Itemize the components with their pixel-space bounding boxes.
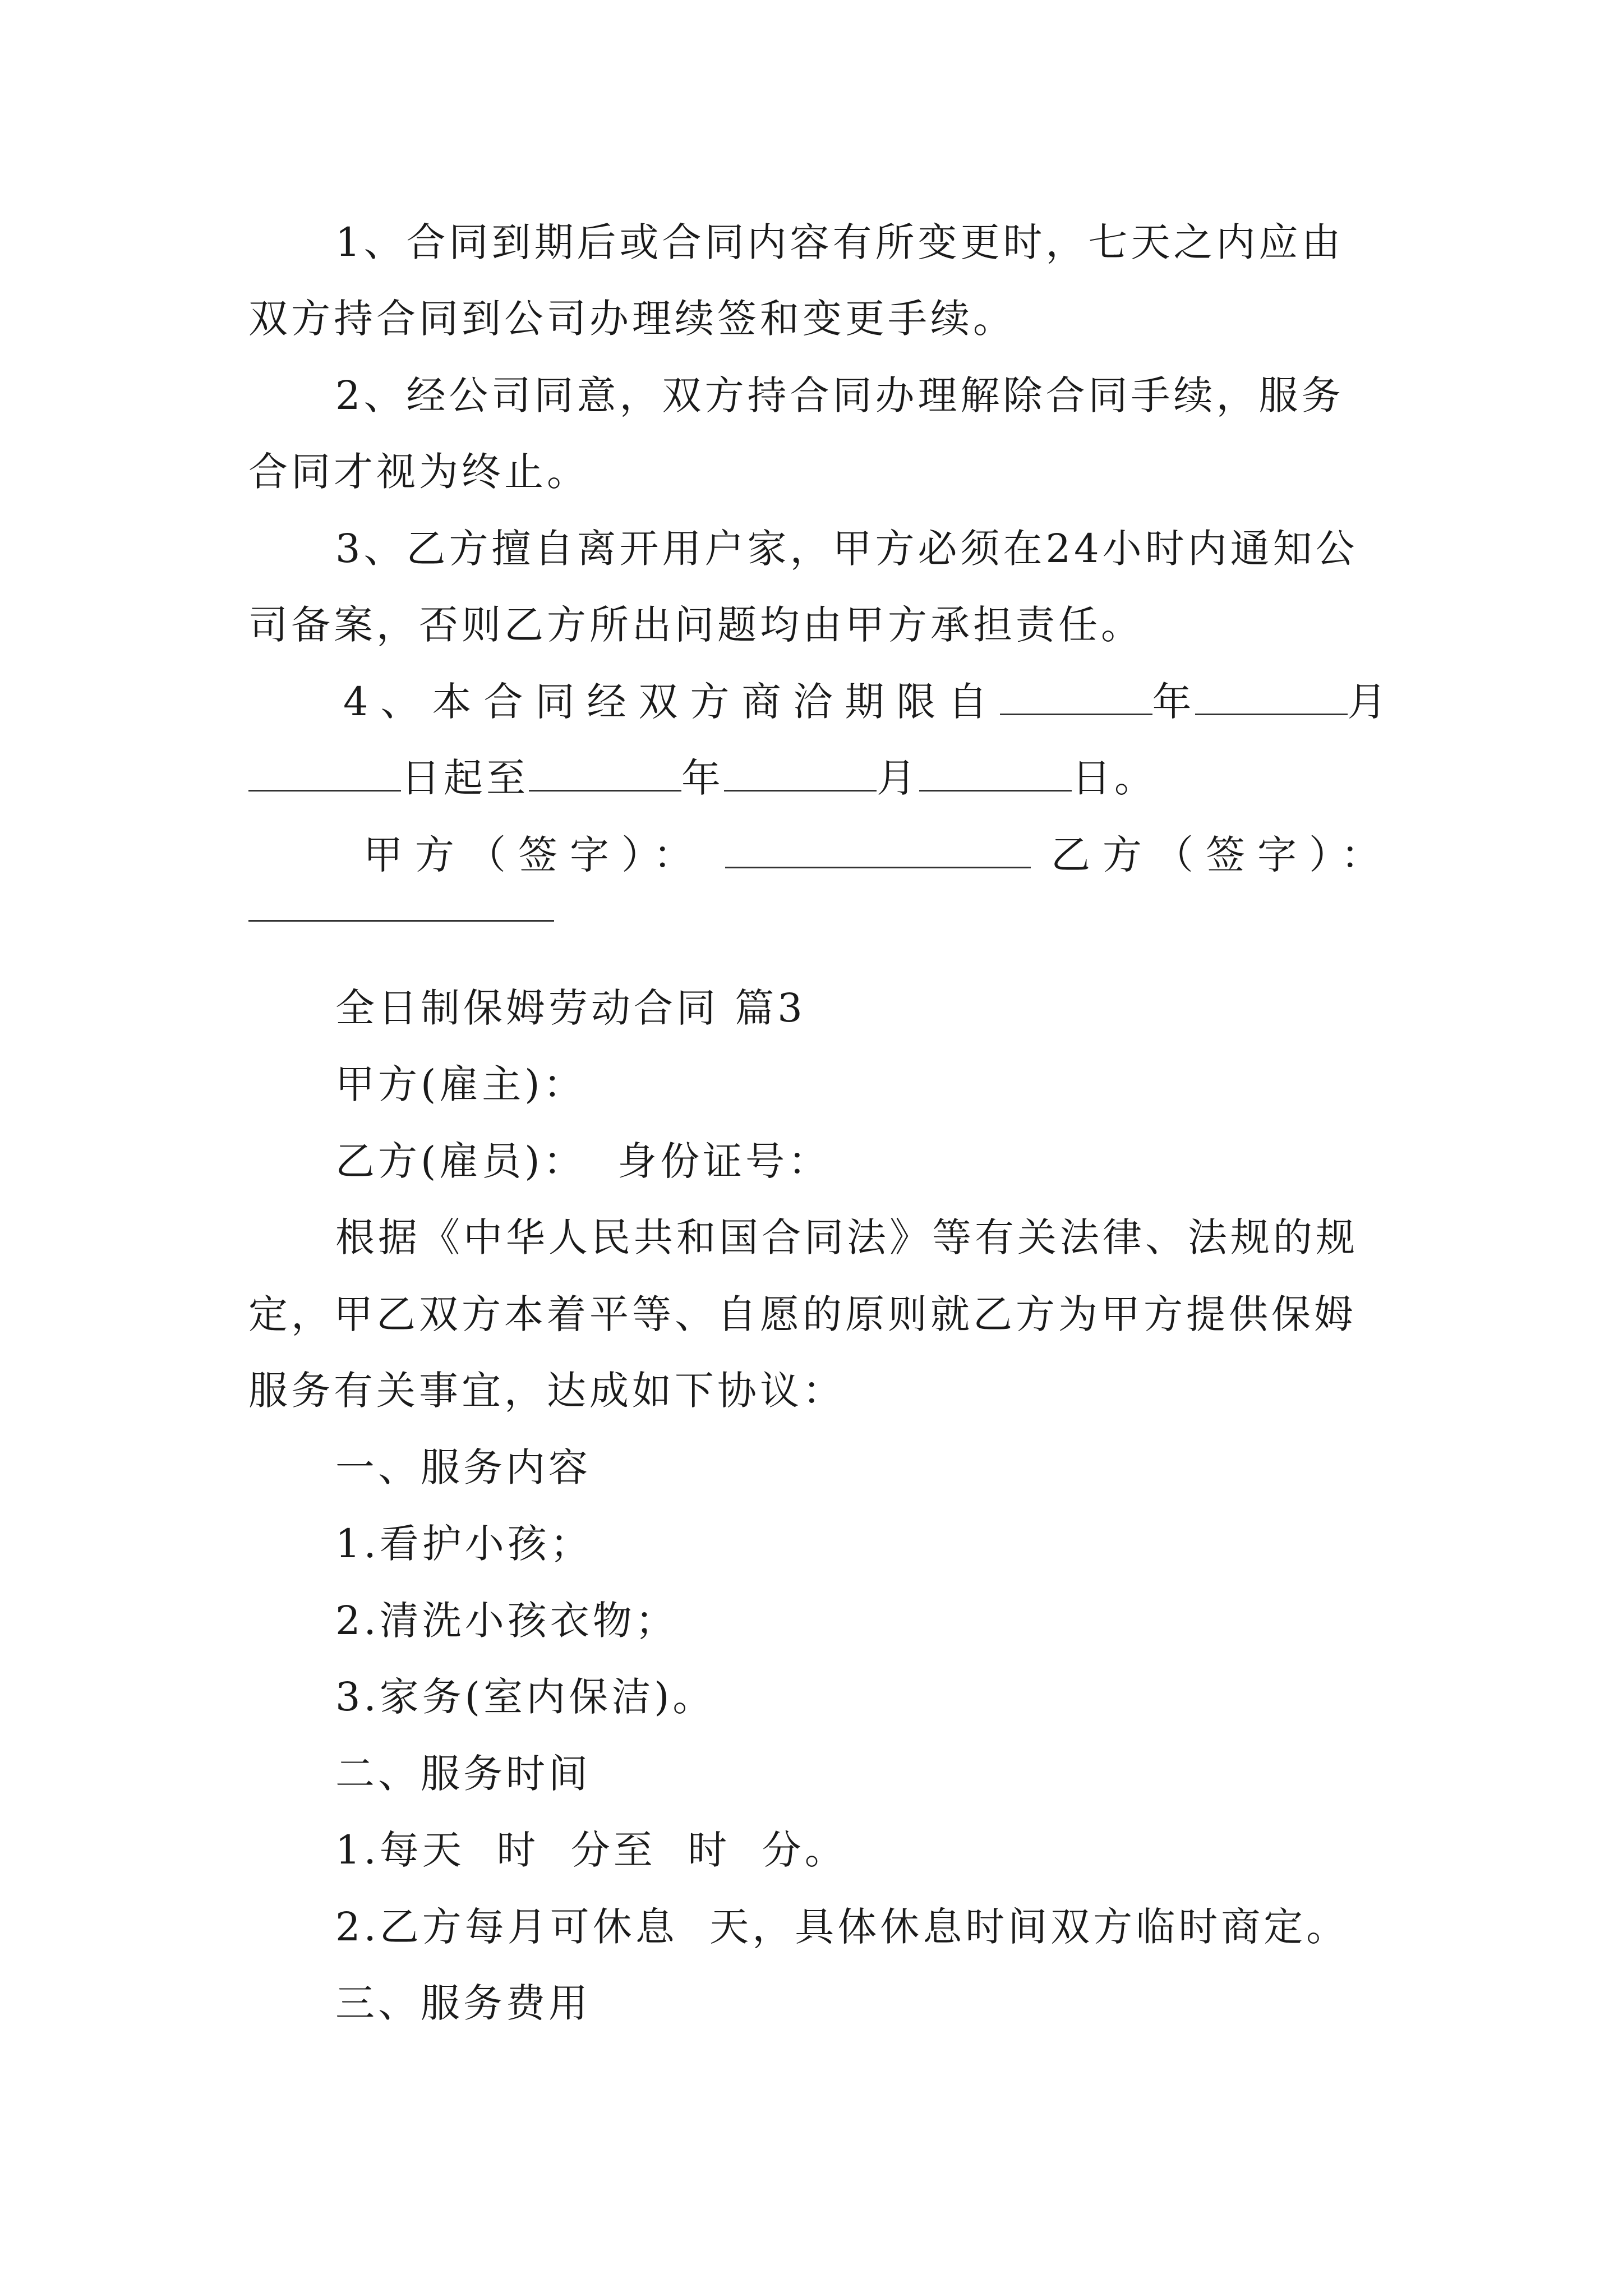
time-item-2: 2.乙方每月可休息 天，具体休息时间双方临时商定。 — [335, 1904, 1349, 1950]
heading-service-content: 一、服务内容 — [335, 1444, 591, 1490]
service-item-2: 2.清洗小孩衣物； — [335, 1598, 678, 1644]
clause-3-line-2: 司备案，否则乙方所出问题均由甲方承担责任。 — [248, 602, 1144, 648]
intro-line-1: 根据《中华人民共和国合同法》等有关法律、法规的规 — [335, 1214, 1358, 1260]
month-label: 月 — [1347, 679, 1390, 725]
end-year-label: 年 — [681, 755, 724, 801]
clause-3-line-1: 3、乙方擅自离开用户家，甲方必须在24小时内通知公 — [335, 526, 1358, 572]
party-b-signature-blank — [248, 920, 554, 922]
day-end-label: 日。 — [1072, 755, 1157, 801]
year-label: 年 — [1152, 679, 1195, 725]
signature-line — [363, 832, 1393, 877]
service-item-1: 1.看护小孩； — [335, 1521, 593, 1567]
start-day-blank — [248, 756, 401, 792]
time-item-1: 1.每天 时 分至 时 分。 — [335, 1827, 847, 1873]
clause-1-line-2: 双方持合同到公司办理续签和变更手续。 — [248, 296, 1016, 342]
start-year-blank — [1000, 680, 1152, 715]
heading-service-fee: 三、服务费用 — [335, 1980, 591, 2026]
service-item-3: 3.家务(室内保洁)。 — [335, 1674, 716, 1720]
intro-line-2: 定，甲乙双方本着平等、自愿的原则就乙方为甲方提供保姆 — [248, 1291, 1357, 1337]
clause-4-line-1 — [343, 679, 1390, 724]
party-a-signature-blank — [725, 833, 1031, 868]
contract-title: 全日制保姆劳动合同 篇3 — [335, 985, 806, 1031]
party-b-employee: 乙方(雇员)： 身份证号： — [335, 1138, 831, 1184]
clause-4-line-2 — [248, 756, 1157, 800]
end-month-blank — [724, 756, 877, 792]
party-a-employer: 甲方(雇主)： — [335, 1061, 586, 1107]
clause-2-line-1: 2、经公司同意，双方持合同办理解除合同手续，服务 — [335, 372, 1344, 418]
heading-service-time: 二、服务时间 — [335, 1751, 591, 1797]
clause-2-line-2: 合同才视为终止。 — [248, 449, 589, 495]
end-year-blank — [529, 756, 681, 792]
day-from-label: 日起至 — [401, 755, 529, 801]
end-day-blank — [919, 756, 1072, 792]
party-b-signature-label: 乙方（签字）： — [1051, 832, 1393, 878]
clause-1-line-1: 1、合同到期后或合同内容有所变更时，七天之内应由 — [335, 219, 1344, 265]
start-month-blank — [1195, 680, 1348, 715]
end-month-label: 月 — [877, 755, 919, 801]
party-a-signature-label: 甲方（签字）： — [363, 832, 705, 878]
term-start-text: 4、本合同经双方商洽期限自 — [343, 679, 1000, 725]
intro-line-3: 服务有关事宜，达成如下协议： — [248, 1368, 845, 1414]
